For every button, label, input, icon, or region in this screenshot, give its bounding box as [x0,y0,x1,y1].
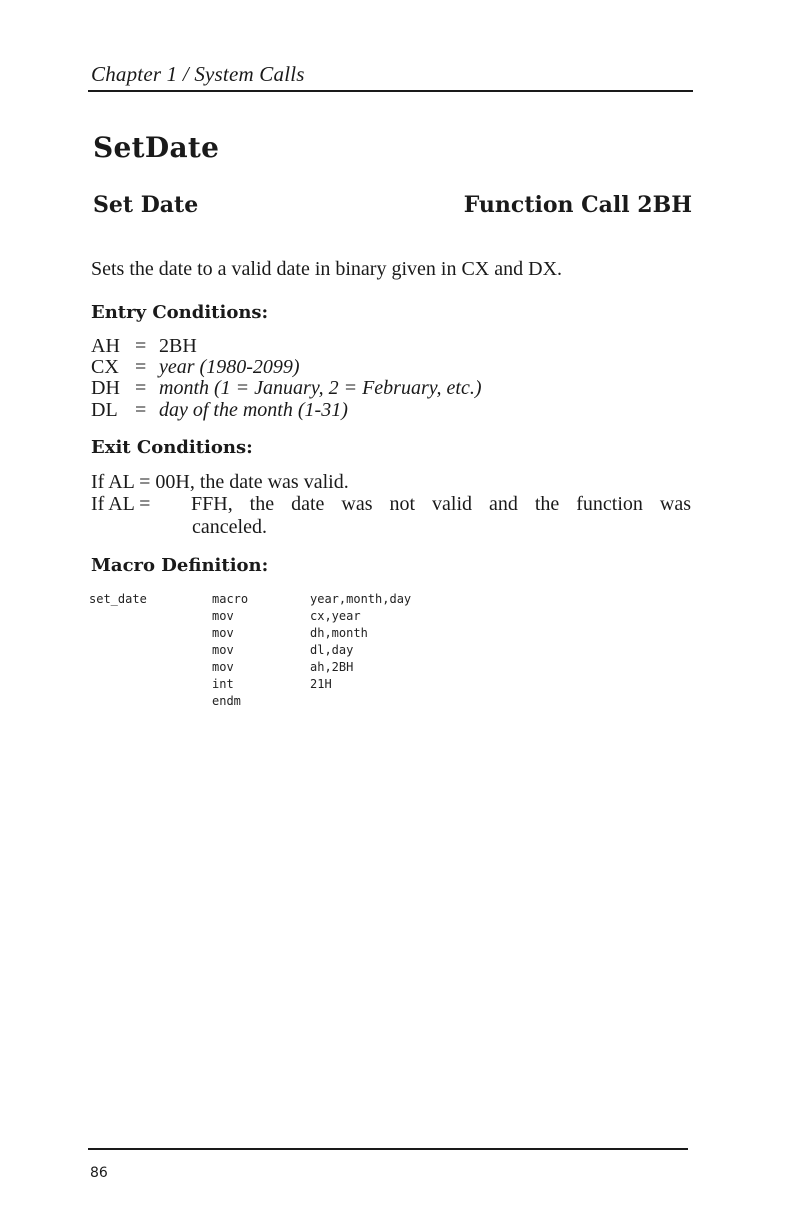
running-head: Chapter 1 / System Calls [91,62,305,86]
entry-line-dl [91,399,348,422]
code-arg: dl,day [310,643,354,657]
code-arg: cx,year [310,609,361,623]
footer-rule [88,1148,688,1150]
register-value: 2BH [159,335,197,357]
register-label: DL [91,399,118,421]
register-value: month (1 = January, 2 = February, etc.) [159,377,482,399]
equals-sign: = [135,356,147,378]
macro-definition-heading: Macro Definition: [91,555,269,576]
code-op: mov [212,643,234,657]
code-arg: ah,2BH [310,660,354,674]
macro-label: set_date [89,592,147,606]
function-call-label: Function Call 2BH [463,192,692,218]
entry-line-cx [91,356,300,379]
register-value: day of the month (1-31) [159,399,348,421]
exit-conditions-heading: Exit Conditions: [91,437,253,458]
register-label: AH [91,335,120,357]
register-value: year (1980-2099) [159,356,300,378]
code-op: int [212,677,234,691]
exit-continuation: canceled. [192,516,267,538]
header-rule [88,90,693,92]
code-op: endm [212,694,241,708]
description: Sets the date to a valid date in binary given in CX and DX. [91,258,563,280]
exit-line-valid: If AL = 00H, the date was valid. [91,471,349,493]
register-label: CX [91,356,119,378]
code-arg: year,month,day [310,592,412,606]
entry-conditions-heading: Entry Conditions: [91,302,269,323]
code-arg: dh,month [310,626,368,640]
equals-sign: = [135,399,147,421]
page-title: SetDate [93,131,220,164]
exit-text: FFH, the date was not valid and the function was [191,493,691,515]
equals-sign: = [135,335,147,357]
entry-line-ah [91,335,197,358]
code-op: mov [212,626,234,640]
code-op: mov [212,609,234,623]
code-op: macro [212,592,249,606]
page-number: 86 [90,1165,108,1181]
equals-sign: = [135,377,147,399]
register-label: DH [91,377,120,399]
entry-line-dh [91,377,482,400]
section-subtitle: Set Date [93,192,199,218]
exit-prefix: If AL = [91,493,151,515]
code-arg: 21H [310,677,332,691]
code-op: mov [212,660,234,674]
exit-line-invalid [91,493,691,538]
